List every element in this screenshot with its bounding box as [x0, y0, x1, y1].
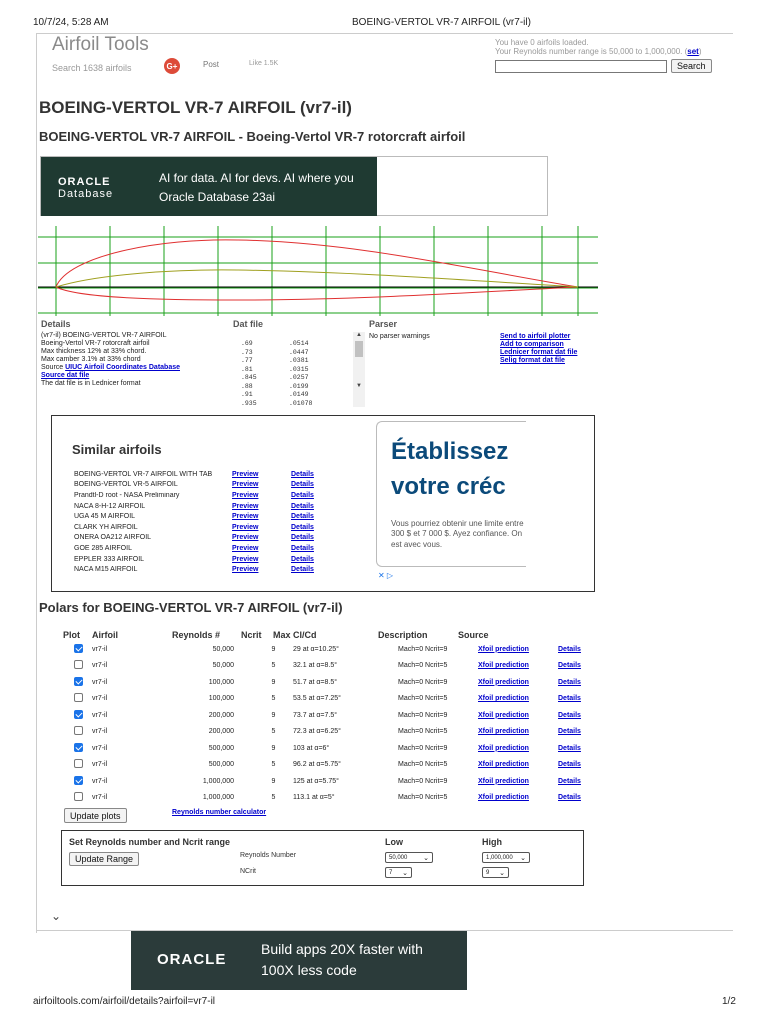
col-ncrit: Ncrit: [241, 630, 262, 640]
polar-max: 96.2 at α=5.75°: [293, 761, 341, 769]
similar-airfoil-name: UGA 45 M AIRFOIL: [74, 513, 136, 521]
polar-details-link[interactable]: Details: [558, 777, 581, 785]
xfoil-prediction-link[interactable]: Xfoil prediction: [478, 728, 529, 736]
polar-airfoil: vr7-il: [92, 761, 108, 769]
print-page-number: 1/2: [722, 996, 736, 1007]
details-link[interactable]: Details: [291, 523, 314, 531]
details-cell: [558, 712, 598, 719]
dat-x: .845: [241, 374, 257, 381]
polar-airfoil: vr7-il: [92, 744, 108, 752]
details-link[interactable]: Details: [291, 491, 314, 499]
polar-re: 1,000,000: [202, 777, 234, 785]
polar-airfoil: vr7-il: [92, 728, 108, 736]
polar-row: [62, 641, 582, 658]
dat-x: .73: [241, 348, 253, 356]
chevron-down-icon: ⌄: [499, 869, 505, 877]
xfoil-prediction-link[interactable]: Xfoil prediction: [478, 662, 529, 670]
preview-link[interactable]: Preview: [232, 513, 259, 521]
dat-row: [241, 374, 365, 383]
polar-row: [62, 691, 582, 708]
polar-max: 32.1 at α=8.5°: [293, 662, 338, 670]
reynolds-high-select[interactable]: [482, 852, 530, 863]
source-cell: [478, 679, 558, 686]
polar-airfoil: vr7-il: [92, 662, 108, 670]
source-cell: [478, 745, 558, 752]
polar-max: 53.5 at α=7.25°: [293, 695, 341, 703]
dat-x: .88: [241, 382, 253, 390]
bottom-ad[interactable]: [131, 931, 467, 990]
details-link[interactable]: Details: [291, 544, 314, 552]
airfoil-outline: [56, 240, 578, 300]
polar-details-link[interactable]: Details: [558, 695, 581, 703]
polar-airfoil: vr7-il: [92, 711, 108, 719]
details-cell: [558, 794, 598, 801]
dat-x: .69: [241, 340, 253, 347]
range-heading: Set Reynolds number and Ncrit range: [69, 837, 231, 847]
dat-y: .0381: [289, 357, 309, 364]
parser-text: No parser warnings: [369, 333, 430, 340]
ncrit-low-select[interactable]: [385, 867, 412, 878]
parser-heading: Parser: [369, 319, 398, 329]
xfoil-prediction-link[interactable]: Xfoil prediction: [478, 777, 529, 785]
search-input[interactable]: [495, 60, 667, 73]
col-airfoil: Airfoil: [92, 630, 118, 640]
details-cell: [558, 695, 598, 702]
similar-airfoil-name: Prandtl-D root - NASA Preliminary: [74, 491, 180, 499]
airfoil-grid: [38, 226, 598, 316]
set-range-link[interactable]: set: [687, 47, 699, 56]
bottom-oracle-logo: ORACLE: [157, 951, 227, 968]
xfoil-prediction-link[interactable]: Xfoil prediction: [478, 794, 529, 802]
details-link[interactable]: Details: [291, 534, 314, 542]
polar-re: 200,000: [208, 711, 234, 719]
airfoils-loaded-note: You have 0 airfoils loaded.: [495, 38, 589, 47]
left-border: [36, 33, 37, 933]
preview-link[interactable]: Preview: [232, 523, 259, 531]
bottom-ad-line2: 100X less code: [261, 962, 357, 978]
polar-details-link[interactable]: Details: [558, 761, 581, 769]
plot-checkbox[interactable]: [74, 644, 83, 653]
plot-checkbox[interactable]: [74, 726, 83, 735]
details-block: [41, 332, 226, 388]
similar-airfoil-row: [74, 480, 374, 491]
polar-max: 103 at α=6°: [293, 744, 330, 752]
xfoil-prediction-link[interactable]: Xfoil prediction: [478, 678, 529, 686]
plot-cell: [62, 660, 92, 671]
plot-checkbox[interactable]: [74, 759, 83, 768]
source-cell: [478, 646, 558, 653]
dat-row: [241, 340, 365, 349]
details-link[interactable]: Details: [291, 513, 314, 521]
col-source: Source: [458, 630, 489, 640]
plot-cell: [62, 726, 92, 737]
source-cell: [478, 728, 558, 735]
details-cell: [558, 745, 598, 752]
source-label: Source: [41, 364, 66, 372]
polar-max: 29 at α=10.25°: [293, 645, 339, 653]
side-ad-line1: Établissez: [391, 438, 509, 465]
page-subtitle: BOEING-VERTOL VR-7 AIRFOIL - Boeing-Vertol VR-7 rotorcraft airfoil: [39, 129, 466, 144]
similar-airfoil-row: [74, 533, 374, 544]
polars-heading: Polars for BOEING-VERTOL VR-7 AIRFOIL (vr7-il): [39, 600, 343, 615]
preview-link[interactable]: Preview: [232, 566, 259, 574]
preview-link[interactable]: Preview: [232, 502, 259, 510]
add-to-comparison-link[interactable]: Add to comparison: [500, 341, 564, 349]
reynolds-high-value: 1,000,000: [486, 854, 513, 861]
polar-re: 50,000: [212, 645, 234, 653]
details-cell: [558, 679, 598, 686]
details-link[interactable]: Details: [291, 481, 314, 489]
polar-max: 113.1 at α=5°: [293, 794, 335, 802]
polar-details-link[interactable]: Details: [558, 794, 581, 802]
plot-cell: [62, 759, 92, 770]
dat-y: .0149: [289, 391, 309, 398]
preview-link[interactable]: Preview: [232, 491, 259, 499]
chevron-down-icon: ⌄: [520, 854, 526, 862]
polars-table-body: [62, 641, 582, 806]
similar-airfoils-box: [51, 415, 595, 592]
preview-link[interactable]: Preview: [232, 544, 259, 552]
xfoil-prediction-link[interactable]: Xfoil prediction: [478, 744, 529, 752]
lednicer-note: The dat file is in Lednicer format: [41, 380, 141, 388]
top-ad-line1: AI for data. AI for devs. AI where you: [159, 171, 354, 185]
datfile-rows: [233, 332, 365, 407]
datfile-scrollbar[interactable]: [353, 332, 365, 407]
reynolds-low-select[interactable]: [385, 852, 433, 863]
side-ad-body: Vous pourriez obtenir une limite entre 300 $ et 7 000 $. Ayez confiance. On est avec vous.: [391, 519, 524, 549]
dat-x: .77: [241, 357, 253, 364]
reynolds-range-close: ): [698, 47, 702, 56]
plot-checkbox[interactable]: [74, 710, 83, 719]
site-subtitle: Search 1638 airfoils: [52, 63, 132, 73]
like-count[interactable]: Like 1.5K: [249, 60, 279, 67]
plot-cell: [62, 743, 92, 754]
similar-airfoil-row: [74, 522, 374, 533]
dat-row: [241, 366, 365, 375]
dat-row: [241, 349, 365, 358]
uiuc-link[interactable]: UIUC Airfoil Coordinates Database: [65, 364, 180, 372]
adchoices-icon[interactable]: ✕ ▷: [378, 571, 394, 580]
polar-desc: Mach=0 Ncrit=9: [398, 678, 448, 686]
col-max-clcd: Max Cl/Cd: [273, 630, 317, 640]
polar-max: 51.7 at α=8.5°: [293, 678, 338, 686]
polar-row: [62, 790, 582, 807]
source-cell: [478, 712, 558, 719]
lednicer-dat-link[interactable]: Lednicer format dat file: [500, 349, 578, 357]
source-cell: [478, 794, 558, 801]
polar-airfoil: vr7-il: [92, 678, 108, 686]
polar-max: 73.7 at α=7.5°: [293, 711, 338, 719]
similar-airfoil-row: [74, 543, 374, 554]
plot-cell: [62, 792, 92, 803]
polar-row: [62, 707, 582, 724]
preview-link[interactable]: Preview: [232, 470, 259, 478]
polar-ncrit: 9: [271, 678, 276, 686]
xfoil-prediction-link[interactable]: Xfoil prediction: [478, 645, 529, 653]
action-links: [500, 333, 577, 365]
polar-ncrit: 5: [271, 695, 276, 703]
plot-checkbox[interactable]: [74, 660, 83, 669]
preview-link[interactable]: Preview: [232, 555, 259, 563]
ncrit-low-value: 7: [389, 869, 393, 876]
polar-row: [62, 773, 582, 790]
camber-line: [56, 270, 578, 287]
similar-airfoil-row: [74, 469, 374, 480]
details-line: (vr7-il) BOEING-VERTOL VR-7 AIRFOIL: [41, 332, 167, 339]
polar-ncrit: 9: [271, 711, 276, 719]
reynolds-calculator-link[interactable]: Reynolds number calculator: [172, 809, 267, 816]
print-doc-title: BOEING-VERTOL VR-7 AIRFOIL (vr7-il): [352, 17, 531, 28]
dat-x: .91: [241, 391, 253, 398]
details-link[interactable]: Details: [291, 502, 314, 510]
plot-cell: [62, 644, 92, 655]
polar-re: 500,000: [208, 761, 234, 769]
expand-chevron-icon[interactable]: ⌄: [51, 909, 62, 923]
polar-re: 50,000: [212, 662, 234, 670]
similar-airfoil-name: BOEING-VERTOL VR-5 AIRFOIL: [74, 481, 178, 489]
similar-heading: Similar airfoils: [72, 442, 162, 457]
plot-checkbox[interactable]: [74, 743, 83, 752]
polar-ncrit: 5: [271, 794, 276, 802]
similar-airfoil-name: GOE 285 AIRFOIL: [74, 544, 132, 552]
plot-checkbox[interactable]: [74, 677, 83, 686]
similar-airfoil-name: BOEING-VERTOL VR-7 AIRFOIL WITH TAB: [74, 470, 213, 478]
chevron-down-icon: ⌄: [402, 869, 408, 877]
polar-max: 125 at α=5.75°: [293, 777, 339, 785]
col-reynolds: Reynolds #: [172, 630, 221, 640]
polar-desc: Mach=0 Ncrit=9: [398, 711, 448, 719]
post-link[interactable]: Post: [203, 60, 220, 69]
polar-desc: Mach=0 Ncrit=5: [398, 761, 448, 769]
print-url: airfoiltools.com/airfoil/details?airfoil=vr7-il: [33, 996, 216, 1007]
reynolds-low-value: 50,000: [389, 854, 408, 861]
side-ad[interactable]: [376, 421, 526, 567]
source-cell: [478, 761, 558, 768]
polar-max: 72.3 at α=6.25°: [293, 728, 341, 736]
details-cell: [558, 662, 598, 669]
dat-y: .0447: [289, 348, 309, 356]
send-to-plotter-link[interactable]: Send to airfoil plotter: [500, 333, 571, 340]
polar-airfoil: vr7-il: [92, 695, 108, 703]
low-label: Low: [385, 837, 403, 847]
xfoil-prediction-link[interactable]: Xfoil prediction: [478, 711, 529, 719]
similar-list: [74, 469, 374, 575]
scroll-down-icon[interactable]: ▼: [356, 383, 362, 389]
ncrit-label: NCrit: [240, 868, 256, 875]
polar-ncrit: 5: [271, 662, 276, 670]
similar-airfoil-name: CLARK YH AIRFOIL: [74, 523, 138, 531]
google-plus-icon[interactable]: G+: [164, 58, 180, 74]
details-line: Max thickness 12% at 33% chord.: [41, 348, 147, 356]
similar-airfoil-row: [74, 511, 374, 522]
details-link[interactable]: Details: [291, 566, 314, 574]
top-ad-frame[interactable]: [40, 156, 548, 216]
scroll-up-icon[interactable]: ▲: [356, 332, 362, 338]
source-dat-link[interactable]: Source dat file: [41, 372, 90, 380]
polar-airfoil: vr7-il: [92, 777, 108, 785]
scroll-thumb[interactable]: [355, 341, 363, 357]
dat-row: [241, 400, 365, 408]
high-label: High: [482, 837, 502, 847]
polar-re: 100,000: [208, 678, 234, 686]
polar-ncrit: 9: [271, 744, 276, 752]
polar-re: 500,000: [208, 744, 234, 752]
polar-desc: Mach=0 Ncrit=9: [398, 744, 448, 752]
datfile-textarea[interactable]: [233, 332, 365, 407]
details-heading: Details: [41, 319, 71, 329]
dat-y: .0257: [289, 374, 309, 381]
similar-airfoil-name: NACA M15 AIRFOIL: [74, 566, 138, 574]
plot-checkbox[interactable]: [74, 776, 83, 785]
polar-ncrit: 5: [271, 728, 276, 736]
range-box: [61, 830, 584, 886]
similar-airfoil-row: [74, 564, 374, 575]
details-source-line: [41, 364, 226, 372]
selig-dat-link[interactable]: Selig format dat file: [500, 357, 565, 365]
plot-checkbox[interactable]: [74, 693, 83, 702]
polar-details-link[interactable]: Details: [558, 662, 581, 670]
polar-desc: Mach=0 Ncrit=5: [398, 794, 448, 802]
polar-airfoil: vr7-il: [92, 645, 108, 653]
similar-airfoil-row: [74, 490, 374, 501]
polar-desc: Mach=0 Ncrit=5: [398, 695, 448, 703]
col-plot: Plot: [63, 630, 80, 640]
dat-y: .0315: [289, 365, 309, 373]
similar-airfoil-name: EPPLER 333 AIRFOIL: [74, 555, 145, 563]
reynolds-number-label: Reynolds Number: [240, 852, 297, 859]
polar-row: [62, 674, 582, 691]
search-button[interactable]: Search: [671, 59, 712, 73]
polar-ncrit: 9: [271, 645, 276, 653]
page-title: BOEING-VERTOL VR-7 AIRFOIL (vr7-il): [39, 98, 352, 117]
print-datetime: 10/7/24, 5:28 AM: [33, 17, 109, 28]
polar-airfoil: vr7-il: [92, 794, 108, 802]
polar-details-link[interactable]: Details: [558, 728, 581, 736]
polar-row: [62, 740, 582, 757]
polar-details-link[interactable]: Details: [558, 678, 581, 686]
update-plots-button[interactable]: Update plots: [64, 808, 127, 823]
details-link[interactable]: Details: [291, 470, 314, 478]
chevron-down-icon: ⌄: [423, 854, 429, 862]
ncrit-high-select[interactable]: [482, 867, 509, 878]
details-cell: [558, 646, 598, 653]
dat-row: [241, 383, 365, 392]
site-title[interactable]: Airfoil Tools: [52, 34, 149, 55]
top-ad-line2: Oracle Database 23ai: [159, 190, 276, 204]
polar-re: 100,000: [208, 695, 234, 703]
polar-details-link[interactable]: Details: [558, 711, 581, 719]
details-cell: [558, 728, 598, 735]
polar-ncrit: 9: [271, 777, 276, 785]
ncrit-high-value: 9: [486, 869, 490, 876]
polar-details-link[interactable]: Details: [558, 645, 581, 653]
airfoil-plot: [38, 226, 598, 316]
source-cell: [478, 695, 558, 702]
details-link[interactable]: Details: [291, 555, 314, 563]
polar-re: 200,000: [208, 728, 234, 736]
dat-x: .81: [241, 365, 253, 373]
dat-x: .935: [241, 399, 257, 407]
reynolds-range-text: Your Reynolds number range is 50,000 to 1,000,000. (: [495, 47, 688, 56]
plot-cell: [62, 693, 92, 704]
oracle-logo-sub: Database: [58, 188, 114, 200]
similar-airfoil-name: NACA 8-H-12 AIRFOIL: [74, 502, 146, 510]
polar-row: [62, 658, 582, 675]
xfoil-prediction-link[interactable]: Xfoil prediction: [478, 695, 529, 703]
dat-y: .01078: [289, 399, 313, 407]
plot-checkbox[interactable]: [74, 792, 83, 801]
details-line: Boeing-Vertol VR-7 rotorcraft airfoil: [41, 340, 150, 348]
source-cell: [478, 662, 558, 669]
reynolds-range-note: [495, 47, 702, 56]
polar-desc: Mach=0 Ncrit=9: [398, 777, 448, 785]
plot-cell: [62, 677, 92, 688]
dat-y: .0514: [289, 340, 309, 347]
bottom-ad-line1: Build apps 20X faster with: [261, 941, 423, 957]
polar-ncrit: 5: [271, 761, 276, 769]
polar-row: [62, 757, 582, 774]
polar-desc: Mach=0 Ncrit=5: [398, 662, 448, 670]
polar-details-link[interactable]: Details: [558, 744, 581, 752]
update-range-button[interactable]: Update Range: [69, 852, 139, 866]
details-line: Max camber 3.1% at 33% chord: [41, 356, 141, 364]
plot-cell: [62, 710, 92, 721]
plot-cell: [62, 776, 92, 787]
preview-link[interactable]: Preview: [232, 534, 259, 542]
side-ad-line2: votre créc: [391, 473, 506, 500]
dat-y: .0199: [289, 382, 309, 390]
source-cell: [478, 778, 558, 785]
polar-re: 1,000,000: [202, 794, 234, 802]
top-ad-panel[interactable]: [41, 157, 377, 216]
similar-airfoil-row: [74, 501, 374, 512]
details-cell: [558, 761, 598, 768]
preview-link[interactable]: Preview: [232, 481, 259, 489]
polar-desc: Mach=0 Ncrit=9: [398, 645, 448, 653]
similar-airfoil-name: ONERA OA212 AIRFOIL: [74, 534, 152, 542]
dat-row: [241, 391, 365, 400]
dat-row: [241, 357, 365, 366]
col-description: Description: [378, 630, 428, 640]
details-cell: [558, 778, 598, 785]
oracle-logo: ORACLE: [58, 176, 111, 188]
polar-desc: Mach=0 Ncrit=5: [398, 728, 448, 736]
polar-row: [62, 724, 582, 741]
datfile-heading: Dat file: [233, 319, 264, 329]
xfoil-prediction-link[interactable]: Xfoil prediction: [478, 761, 529, 769]
similar-airfoil-row: [74, 554, 374, 565]
